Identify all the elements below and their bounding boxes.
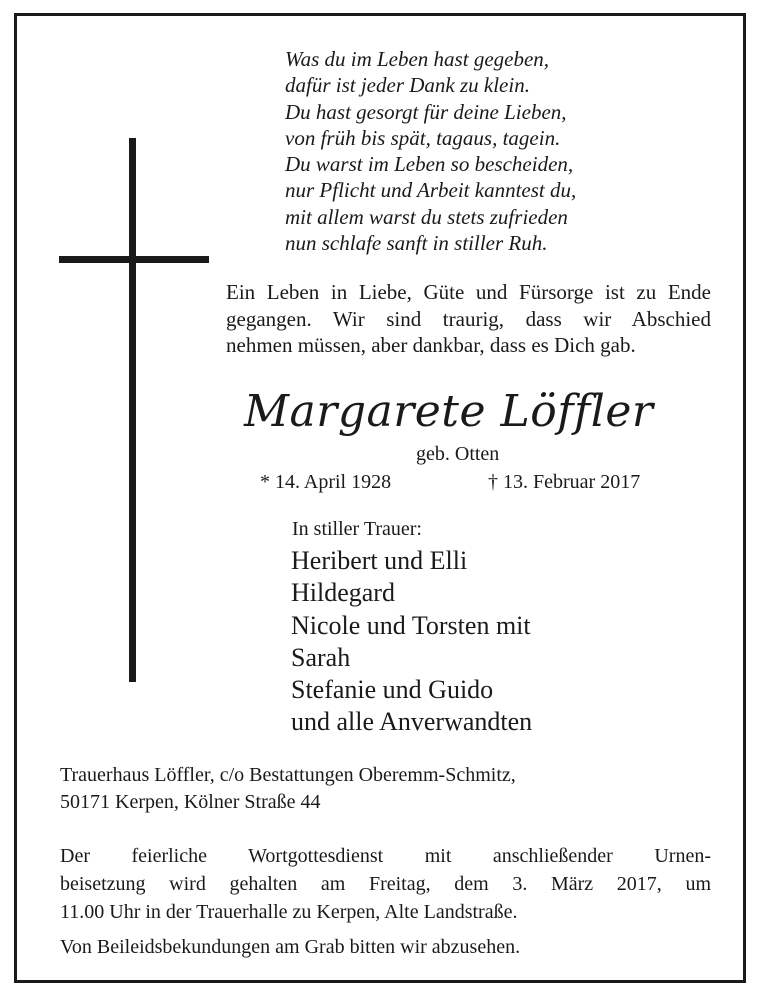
mourning-address [60, 762, 516, 815]
intro-line: gegangen. Wir sind traurig, dass wir Abschied [226, 306, 711, 331]
poem-line: Du hast gesorgt für deine Lieben, [285, 99, 567, 124]
birth-date: * 14. April 1928 [260, 471, 392, 493]
cross-icon [129, 138, 136, 682]
poem-line: Was du im Leben hast gegeben, [285, 47, 550, 71]
intro-line: nehmen müssen, aber dankbar, dass es Dich gab. [226, 333, 636, 357]
service-notice [60, 842, 711, 926]
poem-line: nun schlafe sanft in stiller Ruh. [285, 231, 548, 256]
address-line: Trauerhaus Löffler, c/o Bestattungen Oberemm-Schmitz, [60, 764, 516, 786]
cross-icon-crossbar [59, 256, 209, 263]
intro-text [226, 279, 711, 359]
mourner-entry: Hildegard [291, 578, 395, 608]
maiden-name: geb. Otten [416, 443, 500, 465]
poem-line: von früh bis spät, tagaus, tagein. [285, 125, 561, 150]
poem-line: nur Pflicht und Arbeit kanntest du, [285, 178, 577, 203]
closing-note: Von Beileidsbekundungen am Grab bitten wir abzusehen. [60, 936, 521, 958]
service-line: Der feierliche Wortgottesdienst mit anschließender Urnen- [60, 845, 711, 867]
intro-line: Ein Leben in Liebe, Güte und Fürsorge ist zu Ende [226, 280, 711, 304]
service-line: 11.00 Uhr in der Trauerhalle zu Kerpen, Alte Landstraße. [60, 901, 518, 923]
deceased-name: Margarete Löffler [244, 386, 654, 437]
poem-line: dafür ist jeder Dank zu klein. [285, 73, 530, 98]
poem [285, 46, 725, 256]
death-date: † 13. Februar 2017 [488, 471, 641, 493]
service-line: beisetzung wird gehalten am Freitag, dem 3. März 2017, um [60, 873, 711, 895]
poem-line: mit allem warst du stets zufrieden [285, 204, 568, 229]
mourner-entry: und alle Anverwandten [291, 707, 533, 737]
mourner-entry: Nicole und Torsten mit [291, 610, 531, 640]
mourning-label: In stiller Trauer: [292, 518, 422, 540]
mourners-list [291, 545, 532, 739]
mourner-entry: Sarah [291, 642, 351, 672]
poem-line: Du warst im Leben so bescheiden, [285, 152, 574, 177]
address-line: 50171 Kerpen, Kölner Straße 44 [60, 790, 321, 813]
mourner-entry: Heribert und Elli [291, 546, 468, 575]
mourner-entry: Stefanie und Guido [291, 675, 494, 705]
